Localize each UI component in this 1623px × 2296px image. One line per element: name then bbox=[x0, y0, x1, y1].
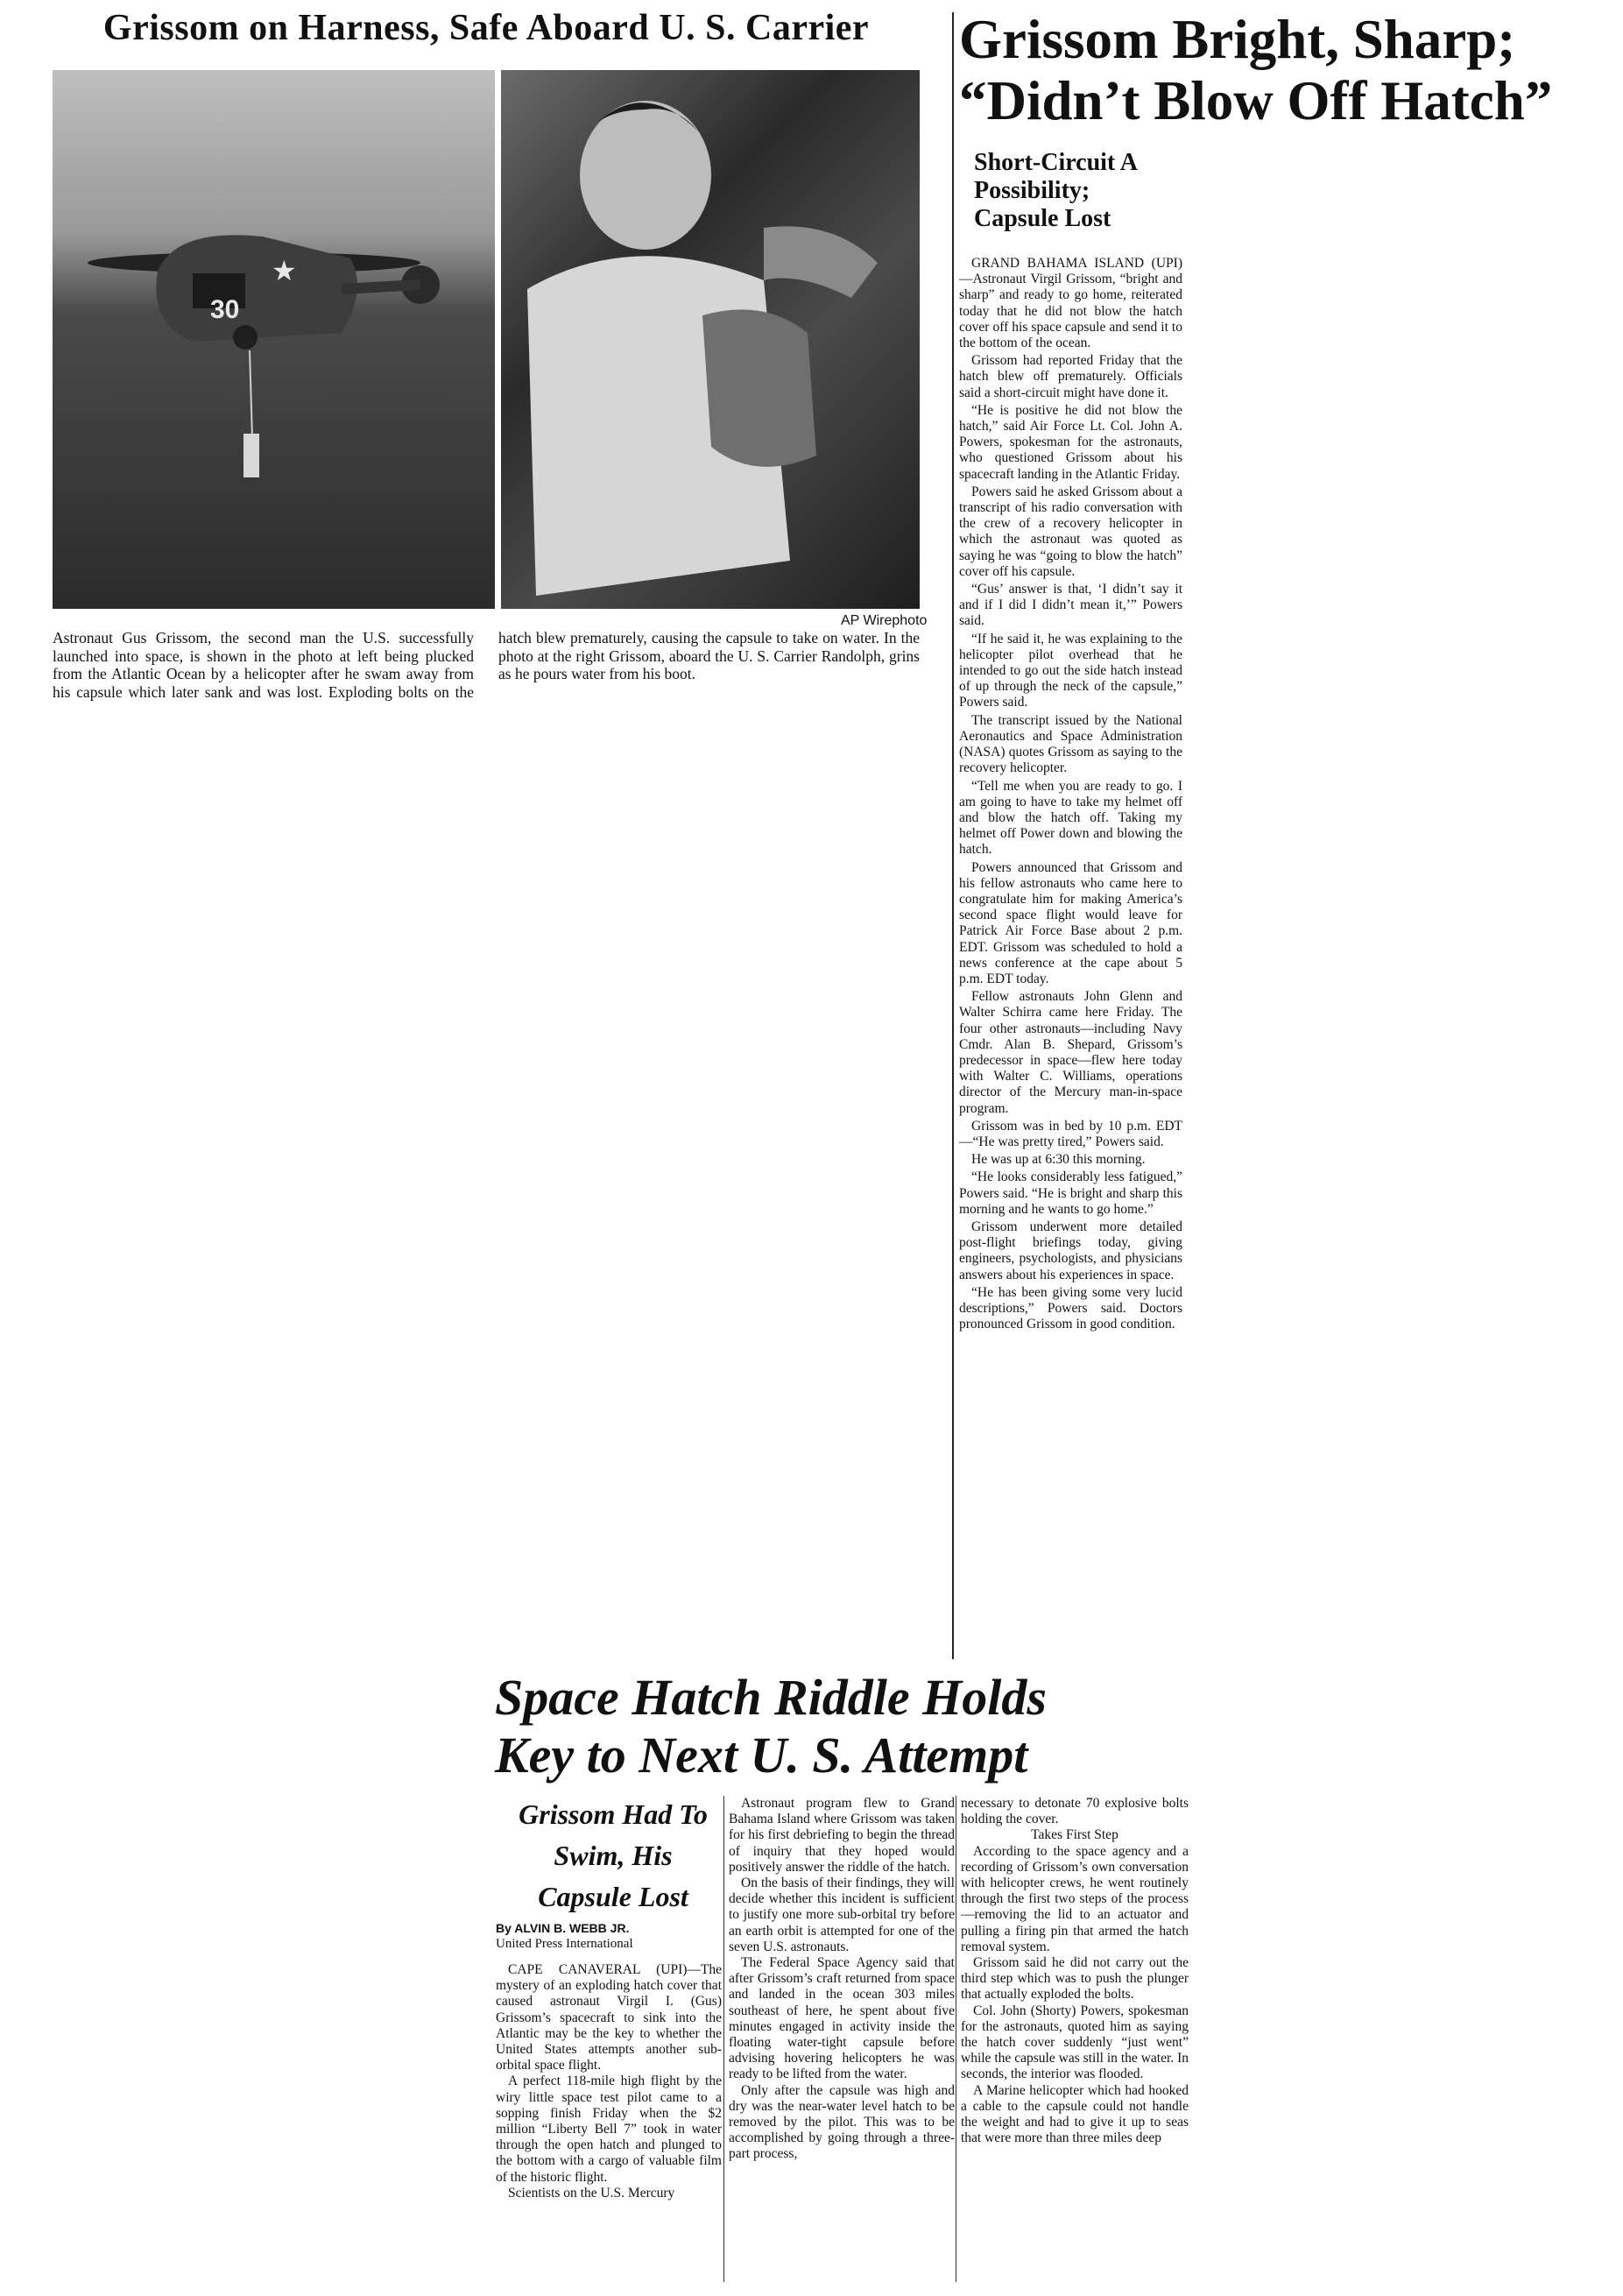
photo-credit: AP Wirephoto bbox=[841, 613, 928, 628]
byline-org: United Press International bbox=[496, 1937, 633, 1951]
paragraph: On the basis of their findings, they will decide whether this incident is sufficient to justify one more sub-orbital try before an earth orbit is attempted for one of the seven U.S. astronauts. bbox=[729, 1876, 955, 1954]
right-story-deck: Short-Circuit A Possibility; Capsule Lost bbox=[974, 149, 1137, 232]
column-rule bbox=[723, 1796, 724, 2282]
grissom-illustration bbox=[501, 70, 920, 609]
bottom-headline-line-1: Space Hatch Riddle Holds bbox=[495, 1669, 1047, 1726]
paragraph: A Marine helicopter which had hooked a cable to the capsule could not handle the weight and had to give it up to seas that were more than three miles deep bbox=[961, 2082, 1189, 2146]
byline bbox=[496, 1920, 710, 1952]
paragraph: Grissom was in bed by 10 p.m. EDT—“He was pretty tired,” Powers said. bbox=[959, 1118, 1182, 1149]
right-story-body bbox=[959, 256, 1182, 1334]
bottom-column-1 bbox=[496, 1962, 722, 2201]
bottom-column-3 bbox=[961, 1796, 1189, 2146]
byline-name: By ALVIN B. WEBB JR. bbox=[496, 1921, 630, 1935]
bottom-story-deck: Grissom Had To Swim, His Capsule Lost bbox=[519, 1798, 708, 1912]
paragraph: GRAND BAHAMA ISLAND (UPI)—Astronaut Virgil Grissom, “bright and sharp” and ready to go home, reiterated today that he did not blow the hatch cover off his space capsule and send it to the bottom of the ocean. bbox=[959, 256, 1182, 351]
paragraph: Grissom said he did not carry out the third step which was to push the plunger that actually exploded the bolts. bbox=[961, 1955, 1189, 2003]
paragraph: Only after the capsule was high and dry was the near-water level hatch to be removed by the pilot. This was to be accomplished by going through a three-part process, bbox=[729, 2082, 955, 2162]
paragraph: Grissom had reported Friday that the hatch blew off prematurely. Officials said a short-circuit might have done it. bbox=[959, 353, 1182, 400]
paragraph: Powers said he asked Grissom about a transcript of his radio conversation with the crew of a recovery helicopter in which the astronaut was quoted as saying he was “going to blow the hatch” cover off his capsule. bbox=[959, 484, 1182, 579]
paragraph: “If he said it, he was explaining to the helicopter pilot overhead that he intended to go out the side hatch instead of up through the neck of the capsule,” Powers said. bbox=[959, 631, 1182, 710]
paragraph: “Gus’ answer is that, ‘I didn’t say it and if I did I didn’t mean it,’” Powers said. bbox=[959, 582, 1182, 629]
paragraph: Fellow astronauts John Glenn and Walter Schirra came here Friday. The four other astronauts—including Navy Cmdr. Alan B. Shepard, Grissom’s predecessor in space—flew here today with Walter C. Williams, operations director of the Mercury man-in-space program. bbox=[959, 989, 1182, 1116]
paragraph: Scientists on the U.S. Mercury bbox=[508, 2185, 675, 2201]
paragraph: Col. John (Shorty) Powers, spokesman for the astronauts, quoted him as saying the hatch cover suddenly “just went” while the capsule was still in the water. In seconds, the interior was flooded. bbox=[961, 2003, 1189, 2082]
paragraph: A perfect 118-mile high flight by the wiry little space test pilot came to a sopping finish Friday when the $2 million “Liberty Bell 7” took in water through the open hatch and plunged to the bottom with a cargo of valuable film of the historic flight. bbox=[496, 2073, 722, 2185]
svg-text:★: ★ bbox=[272, 255, 297, 286]
paragraph: “He has been giving some very lucid descriptions,” Powers said. Doctors pronounced Grissom in good condition. bbox=[959, 1284, 1182, 1332]
photo-headline: Grissom on Harness, Safe Aboard U. S. Carrier bbox=[102, 8, 870, 48]
paragraph: “Tell me when you are ready to go. I am going to have to take my helmet off and blow the hatch off. Taking my helmet off Power down and blowing the hatch. bbox=[959, 778, 1182, 858]
paragraph: The transcript issued by the National Aeronautics and Space Administration (NASA) quotes Grissom as saying to the recovery helicopter. bbox=[959, 712, 1182, 776]
paragraph: Astronaut program flew to Grand Bahama Island where Grissom was taken for his first debriefing to begin the thread of inquiry that they hoped would positively answer the riddle of the hatch. bbox=[729, 1796, 955, 1875]
paragraph: CAPE CANAVERAL (UPI)—The mystery of an exploding hatch cover that caused astronaut Virgil I. (Gus) Grissom’s spacecraft to sink into the Atlantic may be the key to whether the United States attempts another sub-orbital space flight. bbox=[496, 1962, 722, 2073]
paragraph: necessary to detonate 70 explosive bolts holding the cover. bbox=[961, 1796, 1189, 1827]
helicopter-illustration bbox=[53, 70, 495, 609]
paragraph: Powers announced that Grissom and his fellow astronauts who came here to congratulate him for making America’s second space flight would leave for Patrick Air Force Base about 2 p.m. EDT. Grissom was scheduled to hold a news conference at the cape about 5 p.m. EDT today. bbox=[959, 859, 1182, 986]
main-headline-line-1: Grissom Bright, Sharp; bbox=[959, 9, 1516, 70]
paragraph: The Federal Space Agency said that after Grissom’s craft returned from space and landed in the ocean 303 miles southeast of here, he spent about five minutes engaged in activity inside the floating water-tight capsule before advising hovering helicopters he was ready to be lifted from the water. bbox=[729, 1955, 955, 2082]
paragraph: Grissom underwent more detailed post-flight briefings today, giving engineers, psychologists, and physicians answers about his experiences in space. bbox=[959, 1219, 1182, 1282]
bottom-headline-line-2: Key to Next U. S. Attempt bbox=[495, 1727, 1028, 1784]
bottom-column-2 bbox=[729, 1796, 955, 2163]
bottom-headline bbox=[495, 1669, 1196, 1784]
grissom-boot-photo bbox=[501, 70, 920, 609]
main-headline-line-2: “Didn’t Blow Off Hatch” bbox=[959, 70, 1553, 131]
paragraph: According to the space agency and a recording of Grissom’s own conversation with helicopter crews, he went routinely through the first two steps of the process—removing the lid to an actuator and pulling a firing pin that armed the hatch removal system. bbox=[961, 1843, 1189, 1954]
subhead: Takes First Step bbox=[1031, 1827, 1118, 1843]
helicopter-rescue-photo bbox=[53, 70, 495, 609]
main-headline bbox=[959, 9, 1616, 131]
helicopter-number: 30 bbox=[210, 295, 240, 324]
paragraph: He was up at 6:30 this morning. bbox=[971, 1152, 1146, 1168]
photo-caption: Astronaut Gus Grissom, the second man the U.S. successfully launched into space, is shown in the photo at left being plucked from the Atlantic Ocean by a helicopter after he swam away from his capsule which later sank and was lost. Exploding bolts on the hatch blew prematurely, causing the capsule to take on water. In the photo at the right Grissom, aboard the U. S. Carrier Randolph, grins as he pours water from his boot. bbox=[53, 629, 920, 701]
paragraph: “He looks considerably less fatigued,” Powers said. “He is bright and sharp this morning and he wants to go home.” bbox=[959, 1169, 1182, 1217]
column-rule bbox=[952, 12, 954, 1659]
paragraph: “He is positive he did not blow the hatch,” said Air Force Lt. Col. John A. Powers, spokesman for the astronauts, who questioned Grissom about his spacecraft landing in the Atlantic Friday. bbox=[959, 402, 1182, 482]
